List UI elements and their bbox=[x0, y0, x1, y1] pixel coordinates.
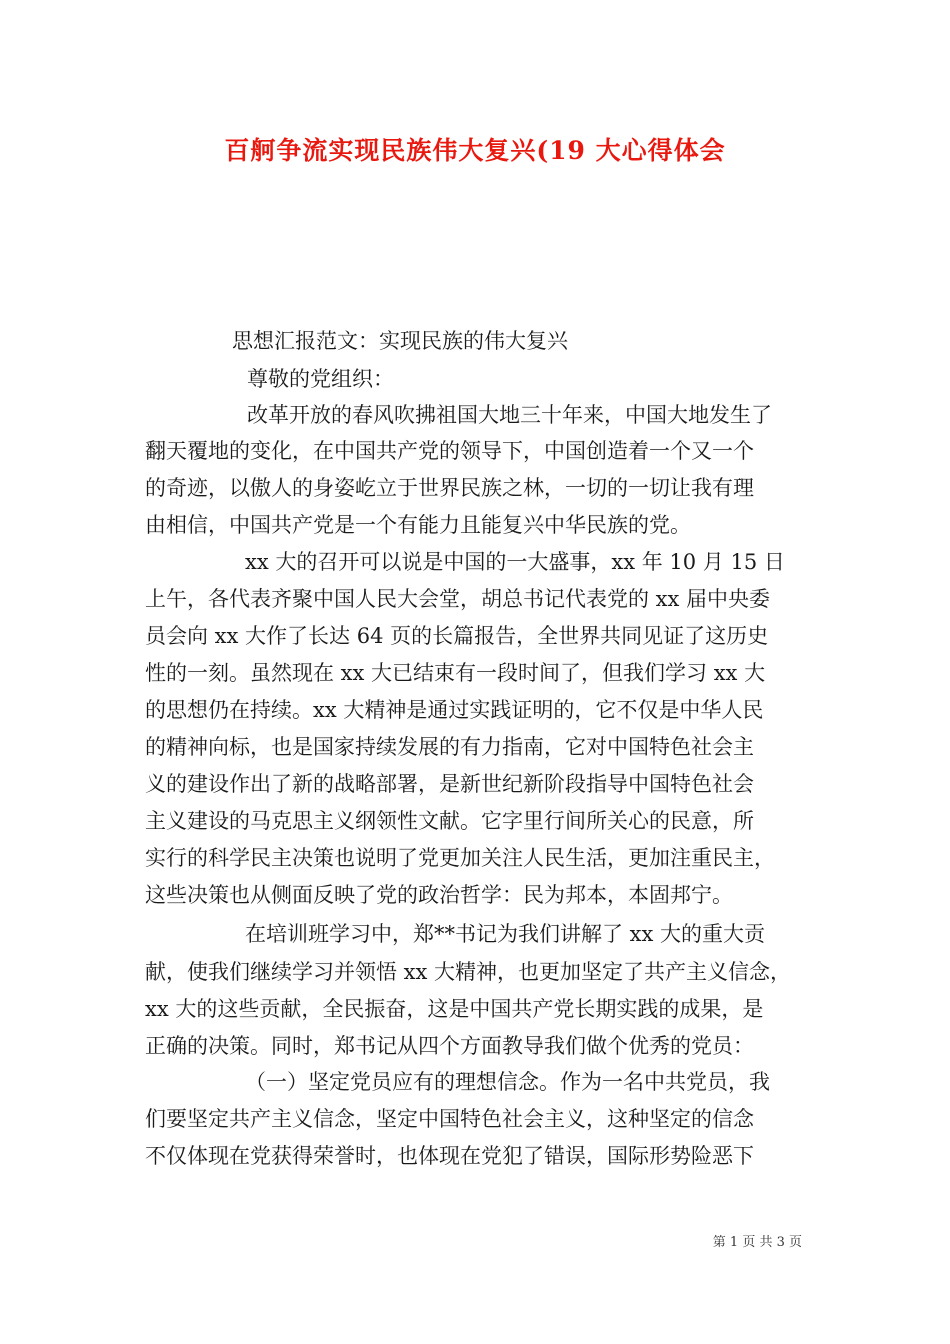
paragraph-line: 的奇迹，以傲人的身姿屹立于世界民族之林，一切的一切让我有理 bbox=[145, 476, 754, 500]
paragraph-line: 正确的决策。同时，郑书记从四个方面教导我们做个优秀的党员： bbox=[145, 1034, 754, 1058]
paragraph-line: 员会向 xx 大作了长达 64 页的长篇报告，全世界共同见证了这历史 bbox=[145, 624, 769, 648]
paragraph-line: 主义建设的马克思主义纲领性文献。它字里行间所关心的民意，所 bbox=[145, 809, 754, 833]
paragraph-line: 们要坚定共产主义信念，坚定中国特色社会主义，这种坚定的信念 bbox=[145, 1107, 754, 1131]
paragraph-line: 改革开放的春风吹拂祖国大地三十年来，中国大地发生了 bbox=[247, 403, 772, 427]
paragraph-line: 性的一刻。虽然现在 xx 大已结束有一段时间了，但我们学习 xx 大 bbox=[145, 661, 766, 685]
paragraph-line: （一）坚定党员应有的理想信念。作为一名中共党员，我 bbox=[245, 1070, 770, 1094]
document-title: 百舸争流实现民族伟大复兴(19 大心得体会 bbox=[224, 136, 726, 165]
paragraph-line: 由相信，中国共产党是一个有能力且能复兴中华民族的党。 bbox=[145, 513, 691, 537]
paragraph-line: 的思想仍在持续。xx 大精神是通过实践证明的，它不仅是中华人民 bbox=[145, 698, 764, 722]
paragraph-line: 翻天覆地的变化，在中国共产党的领导下，中国创造着一个又一个 bbox=[145, 439, 754, 463]
paragraph-line: xx 大的召开可以说是中国的一大盛事，xx 年 10 月 15 日 bbox=[245, 550, 785, 574]
subtitle: 思想汇报范文：实现民族的伟大复兴 bbox=[232, 329, 568, 353]
paragraph-line: 在培训班学习中，郑**书记为我们讲解了 xx 大的重大贡 bbox=[245, 922, 766, 946]
paragraph-line: 这些决策也从侧面反映了党的政治哲学：民为邦本，本固邦宁。 bbox=[145, 883, 733, 907]
paragraph-line: 实行的科学民主决策也说明了党更加关注人民生活，更加注重民主， bbox=[145, 846, 775, 870]
paragraph-line: 不仅体现在党获得荣誉时，也体现在党犯了错误，国际形势险恶下 bbox=[145, 1144, 754, 1168]
page-number: 第 1 页 共 3 页 bbox=[712, 1235, 802, 1250]
paragraph-line: xx 大的这些贡献，全民振奋，这是中国共产党长期实践的成果，是 bbox=[145, 997, 764, 1021]
paragraph-line: 献，使我们继续学习并领悟 xx 大精神，也更加坚定了共产主义信念， bbox=[145, 960, 792, 984]
paragraph-line: 上午，各代表齐聚中国人民大会堂，胡总书记代表党的 xx 届中央委 bbox=[145, 587, 771, 611]
paragraph-line: 义的建设作出了新的战略部署，是新世纪新阶段指导中国特色社会 bbox=[145, 772, 754, 796]
salutation: 尊敬的党组织： bbox=[247, 367, 394, 391]
paragraph-line: 的精神向标，也是国家持续发展的有力指南，它对中国特色社会主 bbox=[145, 735, 754, 759]
